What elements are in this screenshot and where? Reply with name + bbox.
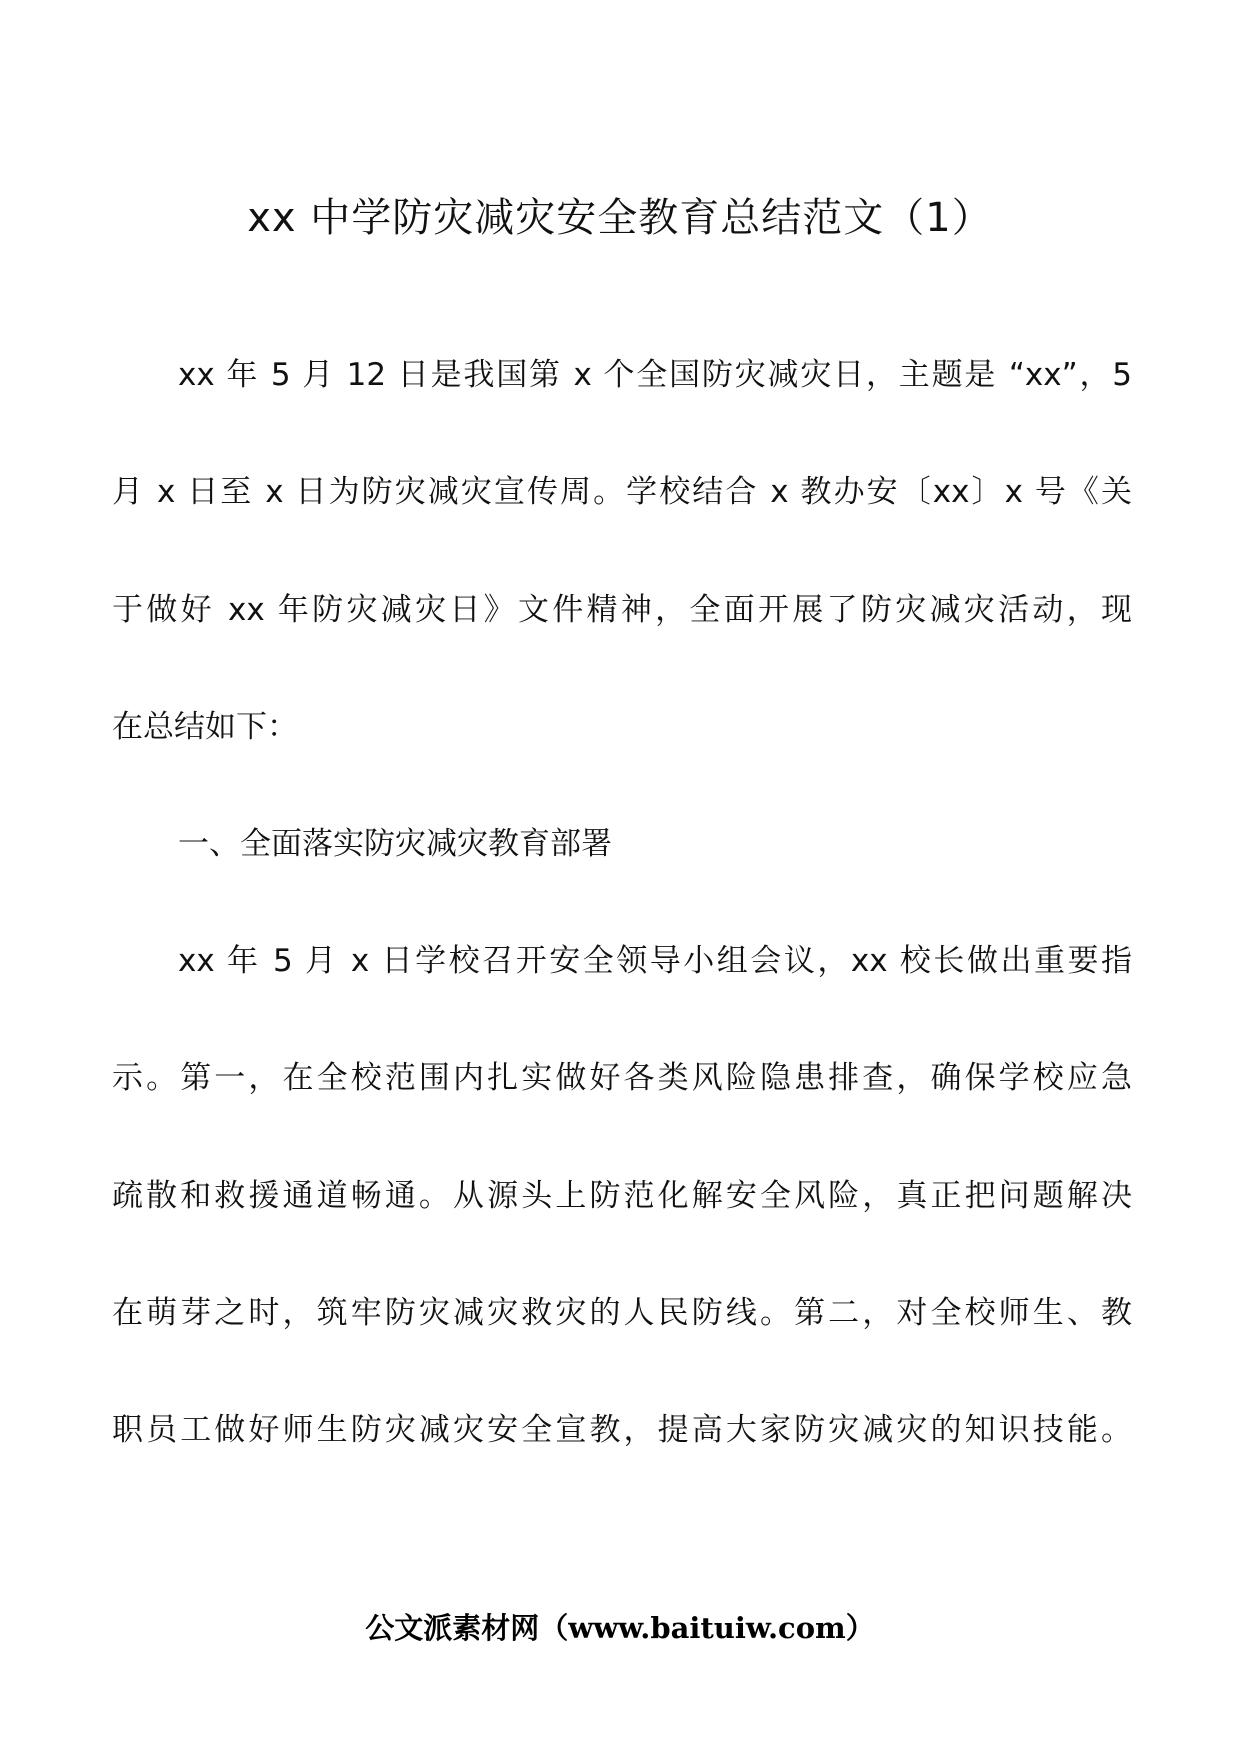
document-title: xx 中学防灾减灾安全教育总结范文（1）	[247, 195, 993, 241]
paragraph-2-line-2: 示。第一，在全校范围内扎实做好各类风险隐患排查，确保学校应急	[112, 1060, 1132, 1096]
footer-source: 公文派素材网（www.baituiw.com）	[365, 1611, 875, 1645]
paragraph-2-line-3: 疏散和救援通道畅通。从源头上防范化解安全风险，真正把问题解决	[112, 1178, 1132, 1214]
paragraph-1-line-4: 在总结如下：	[112, 709, 298, 745]
paragraph-1-line-3: 于做好 xx 年防灾减灾日》文件精神，全面开展了防灾减灾活动，现	[112, 592, 1132, 628]
paragraph-2-line-1: xx 年 5 月 x 日学校召开安全领导小组会议，xx 校长做出重要指	[178, 943, 1132, 979]
paragraph-1-line-2: 月 x 日至 x 日为防灾减灾宣传周。学校结合 x 教办安〔xx〕x 号《关	[112, 474, 1132, 510]
paragraph-1-line-1: xx 年 5 月 12 日是我国第 x 个全国防灾减灾日，主题是 “xx”，5	[178, 357, 1132, 393]
section-heading-1: 一、全面落实防灾减灾教育部署	[178, 826, 612, 862]
paragraph-2-line-5: 职员工做好师生防灾减灾安全宣教，提高大家防灾减灾的知识技能。	[112, 1412, 1132, 1448]
paragraph-2-line-4: 在萌芽之时，筑牢防灾减灾救灾的人民防线。第二，对全校师生、教	[112, 1295, 1132, 1331]
